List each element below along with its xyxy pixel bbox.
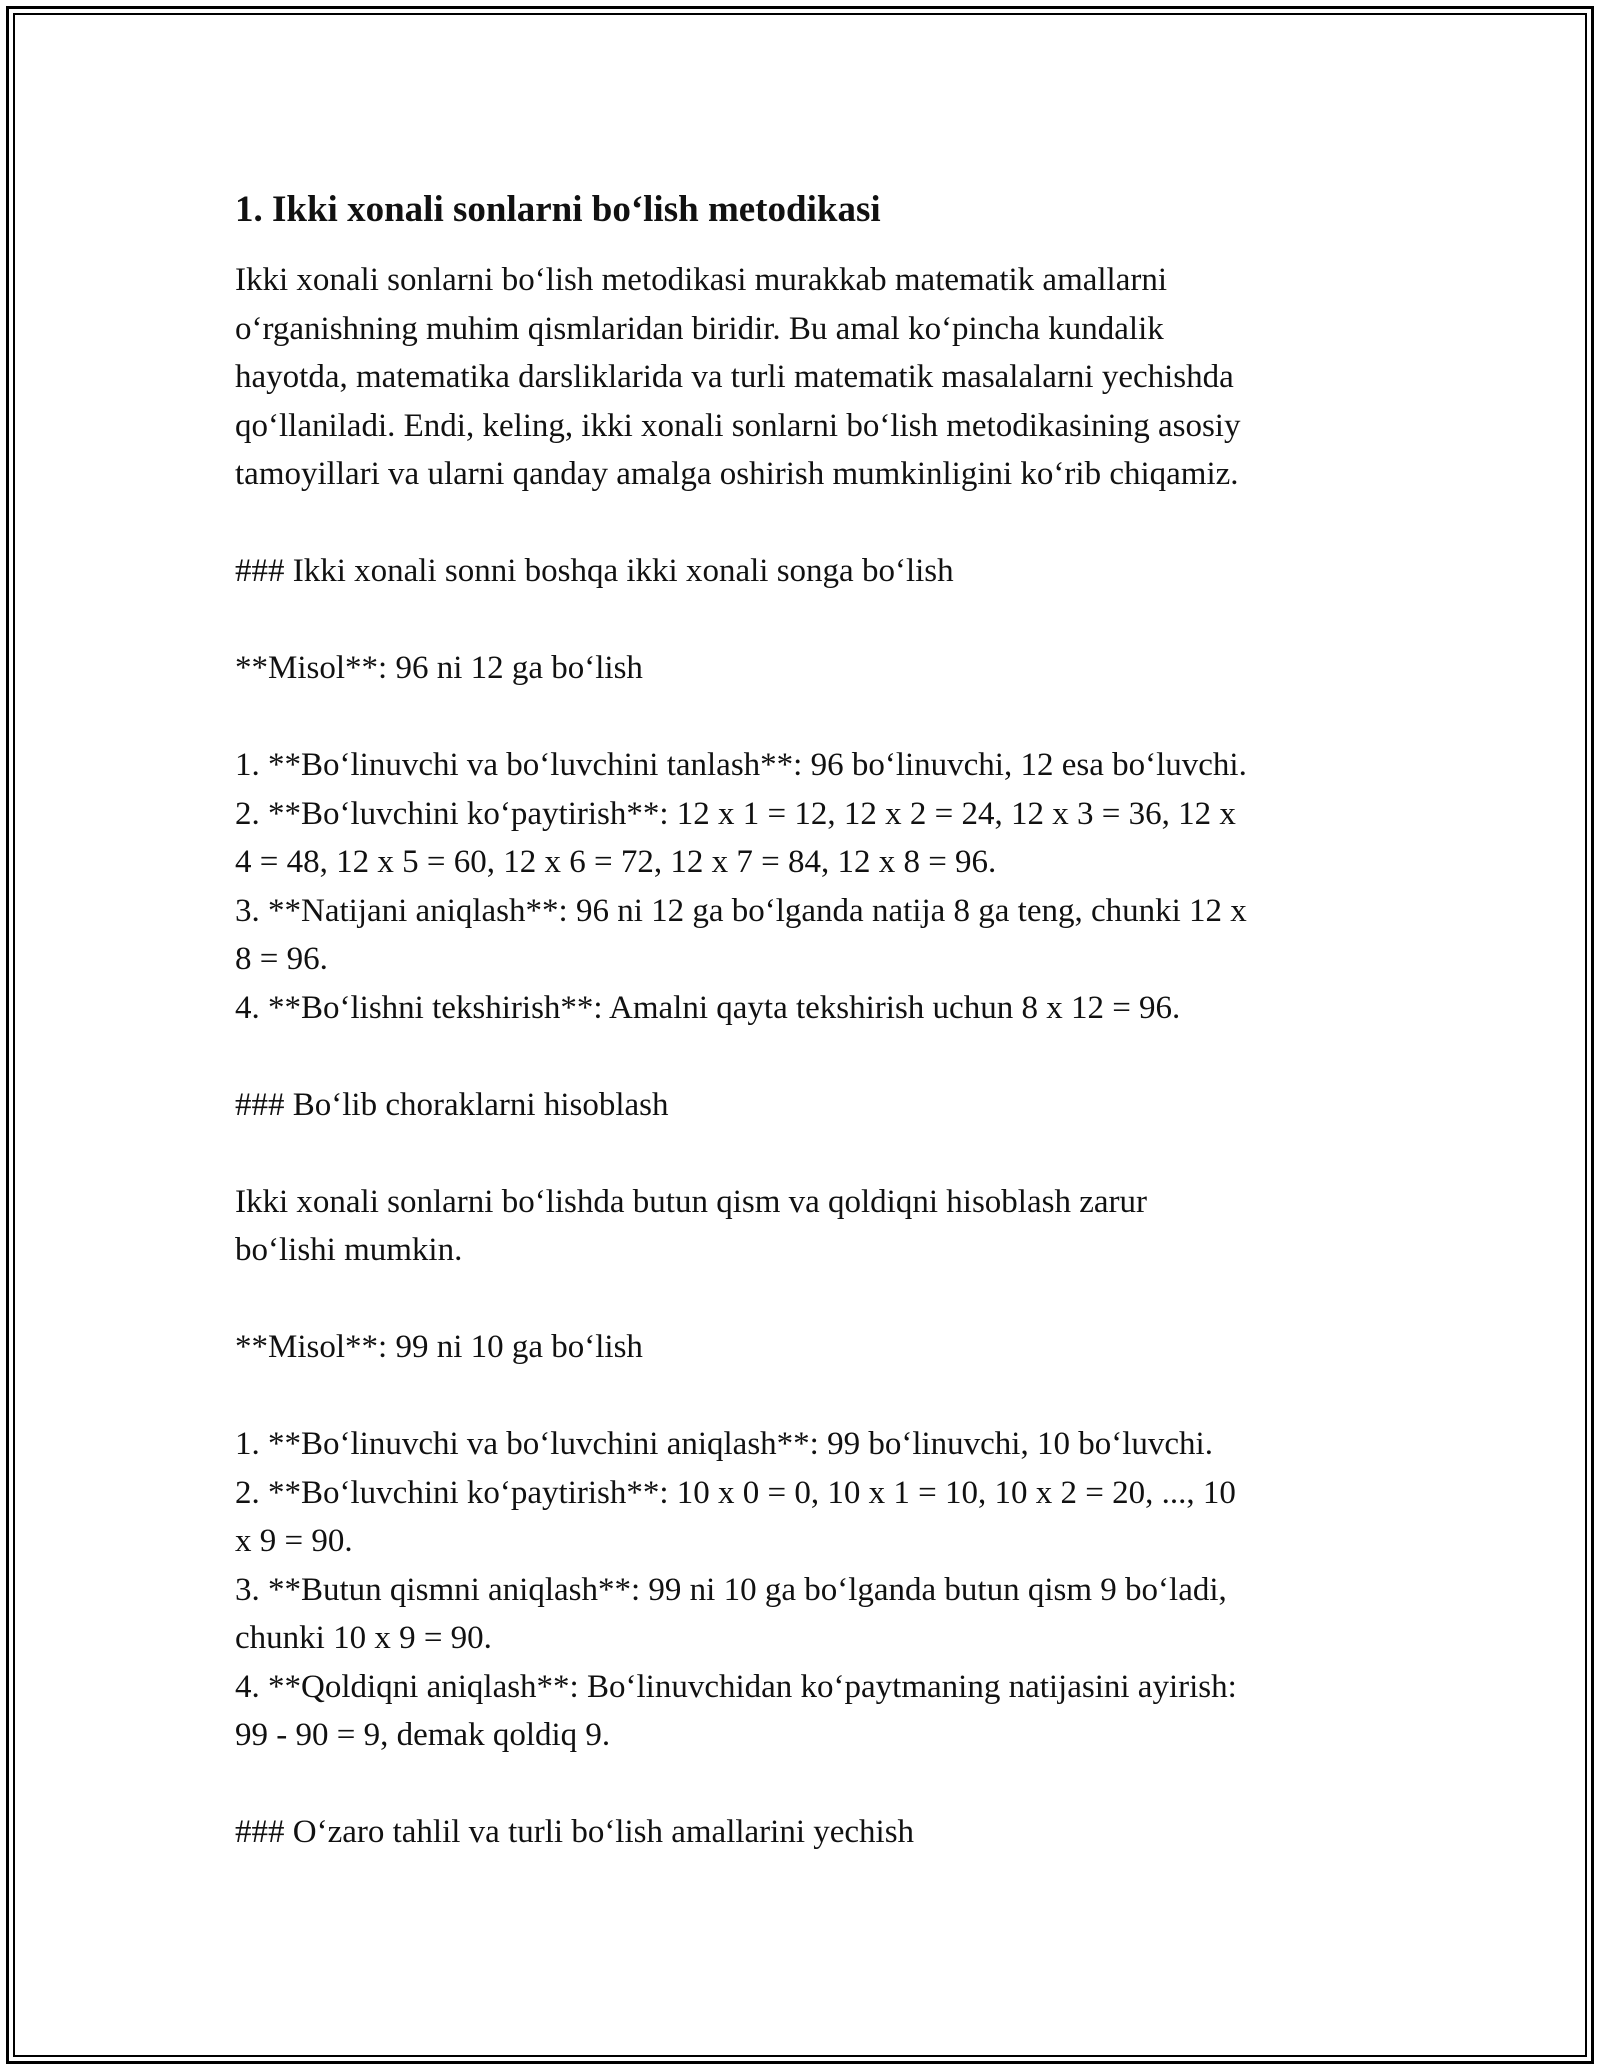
intro-line: qo‘llaniladi. Endi, keling, ikki xonali sonlarni bo‘lish metodikasining asosiy bbox=[235, 407, 1241, 444]
step-line: 4 = 48, 12 x 5 = 60, 12 x 6 = 72, 12 x 7 = 84, 12 x 8 = 96. bbox=[235, 844, 997, 880]
spacer bbox=[235, 1032, 1375, 1081]
spacer bbox=[235, 499, 1375, 548]
step-line: 8 = 96. bbox=[235, 941, 328, 977]
step-line: 2. **Bo‘luvchini ko‘paytirish**: 10 x 0 = 0, 10 x 1 = 10, 10 x 2 = 20, ..., 10 bbox=[235, 1474, 1236, 1511]
step-line: 3. **Natijani aniqlash**: 96 ni 12 ga bo‘lganda natija 8 ga teng, chunki 12 x bbox=[235, 892, 1247, 929]
section1-example: **Misol**: 96 ni 12 ga bo‘lish bbox=[235, 650, 643, 686]
spacer bbox=[235, 1129, 1375, 1178]
step-line: x 9 = 90. bbox=[235, 1523, 353, 1559]
intro-line: o‘rganishning muhim qismlaridan biridir. Bu amal ko‘pincha kundalik bbox=[235, 310, 1164, 347]
step-line: 99 - 90 = 9, demak qoldiq 9. bbox=[235, 1717, 611, 1753]
section1-heading: ### Ikki xonali sonni boshqa ikki xonali songa bo‘lish bbox=[235, 553, 954, 589]
intro-paragraph bbox=[235, 256, 1375, 499]
section2-heading: ### Bo‘lib choraklarni hisoblash bbox=[235, 1086, 669, 1123]
text-line: Ikki xonali sonlarni bo‘lishda butun qism va qoldiqni hisoblash zarur bbox=[235, 1183, 1147, 1220]
step-line: 4. **Bo‘lishni tekshirish**: Amalni qayta tekshirish uchun 8 x 12 = 96. bbox=[235, 989, 1181, 1026]
intro-line: Ikki xonali sonlarni bo‘lish metodikasi murakkab matematik amallarni bbox=[235, 262, 1168, 298]
step-line: 1. **Bo‘linuvchi va bo‘luvchini aniqlash**: 99 bo‘linuvchi, 10 bo‘luvchi. bbox=[235, 1426, 1213, 1462]
document-title: 1. Ikki xonali sonlarni bo‘lish metodikasi bbox=[235, 189, 881, 230]
spacer bbox=[235, 1275, 1375, 1324]
intro-line: tamoyillari va ularni qanday amalga oshirish mumkinligini ko‘rib chiqamiz. bbox=[235, 456, 1239, 492]
section3-heading: ### O‘zaro tahlil va turli bo‘lish amallarini yechish bbox=[235, 1814, 915, 1850]
step-line: 2. **Bo‘luvchini ko‘paytirish**: 12 x 1 = 12, 12 x 2 = 24, 12 x 3 = 36, 12 x bbox=[235, 795, 1236, 832]
spacer bbox=[235, 1372, 1375, 1421]
section1-steps bbox=[235, 741, 1375, 1032]
step-line: 3. **Butun qismni aniqlash**: 99 ni 10 ga bo‘lganda butun qism 9 bo‘ladi, bbox=[235, 1571, 1227, 1608]
spacer bbox=[235, 693, 1375, 742]
spacer bbox=[235, 1760, 1375, 1809]
step-line: chunki 10 x 9 = 90. bbox=[235, 1620, 492, 1656]
section2-example: **Misol**: 99 ni 10 ga bo‘lish bbox=[235, 1329, 643, 1365]
section2-text bbox=[235, 1178, 1375, 1275]
step-line: 4. **Qoldiqni aniqlash**: Bo‘linuvchidan ko‘paytmaning natijasini ayirish: bbox=[235, 1668, 1237, 1705]
intro-line: hayotda, matematika darsliklarida va turli matematik masalalarni yechishda bbox=[235, 359, 1234, 395]
section2-steps bbox=[235, 1420, 1375, 1760]
document-body bbox=[235, 186, 1375, 1857]
step-line: 1. **Bo‘linuvchi va bo‘luvchini tanlash**: 96 bo‘linuvchi, 12 esa bo‘luvchi. bbox=[235, 747, 1247, 783]
text-line: bo‘lishi mumkin. bbox=[235, 1232, 463, 1268]
spacer bbox=[235, 596, 1375, 645]
